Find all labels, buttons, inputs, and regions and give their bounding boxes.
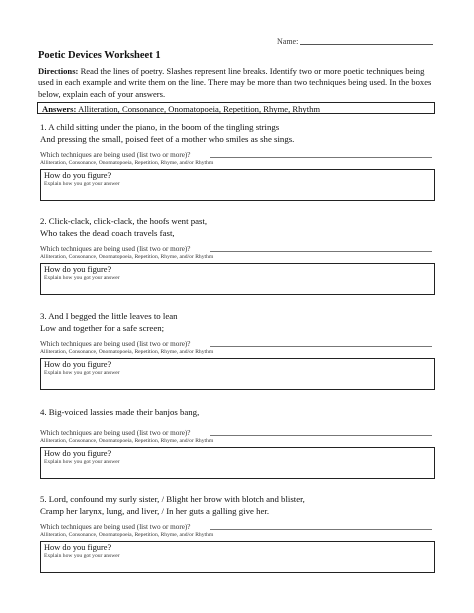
figure-title: How do you figure?: [44, 360, 112, 370]
directions: [38, 66, 438, 100]
explanation-box[interactable]: [40, 263, 435, 295]
figure-subtitle: Explain how you got your answer: [44, 370, 120, 377]
which-prompt: Which techniques are being used (list two or more)?: [40, 151, 191, 160]
which-techniques-row: [40, 151, 440, 160]
question-line: 3. And I begged the little leaves to lean: [40, 311, 178, 321]
which-prompt: Which techniques are being used (list two or more)?: [40, 245, 191, 254]
figure-subtitle: Explain how you got your answer: [44, 275, 120, 282]
answer-line[interactable]: [210, 251, 432, 252]
question-1: [40, 122, 440, 201]
options-list: Alliteration, Consonance, Onomatopoeia, Repetition, Rhyme, and/or Rhythm: [40, 160, 214, 167]
question-line: 2. Click-clack, click-clack, the hoofs went past,: [40, 216, 208, 226]
directions-label: Directions:: [38, 66, 79, 76]
answers-box: [37, 102, 435, 114]
figure-subtitle: Explain how you got your answer: [44, 458, 120, 465]
figure-title: How do you figure?: [44, 171, 112, 181]
question-line: 1. A child sitting under the piano, in the boom of the tingling strings: [40, 122, 280, 132]
answer-line[interactable]: [210, 157, 432, 158]
options-list: Alliteration, Consonance, Onomatopoeia, Repetition, Rhyme, and/or Rhythm: [40, 532, 214, 539]
answers-text: Alliteration, Consonance, Onomatopoeia, Repetition, Rhyme, Rhythm: [78, 104, 321, 114]
which-prompt: Which techniques are being used (list two or more)?: [40, 428, 191, 437]
question-4: [40, 407, 440, 479]
which-techniques-row: [40, 340, 440, 349]
page-title: Poetic Devices Worksheet 1: [38, 50, 161, 61]
question-line: Cramp her larynx, lung, and liver, / In her guts a galling give her.: [40, 505, 270, 516]
figure-title: How do you figure?: [44, 265, 112, 275]
answer-line[interactable]: [210, 346, 432, 347]
answer-line[interactable]: [210, 529, 432, 530]
explanation-box[interactable]: [40, 169, 435, 201]
which-techniques-row: [40, 245, 440, 254]
explanation-box[interactable]: [40, 447, 435, 479]
options-list: Alliteration, Consonance, Onomatopoeia, Repetition, Rhyme, and/or Rhythm: [40, 349, 214, 356]
name-label: Name:: [277, 37, 299, 46]
question-line: 4. Big-voiced lassies made their banjos bang,: [40, 407, 200, 417]
which-techniques-row: [40, 523, 440, 532]
which-prompt: Which techniques are being used (list two or more)?: [40, 340, 191, 349]
question-line: And pressing the small, poised feet of a mother who smiles as she sings.: [40, 133, 295, 144]
directions-text: Read the lines of poetry. Slashes represent line breaks. Identify two or more poetic techniques being used in each example and write them on the line. There may be more than two techniques being used. In the boxes below, explain each of your answers.: [38, 66, 432, 99]
name-input-line[interactable]: [300, 44, 433, 45]
question-line: Low and together for a safe screen;: [40, 322, 165, 333]
figure-subtitle: Explain how you got your answer: [44, 181, 120, 188]
question-2: [40, 216, 440, 295]
question-line: 5. Lord, confound my surly sister, / Blight her brow with blotch and blister,: [40, 494, 305, 504]
figure-subtitle: Explain how you got your answer: [44, 553, 120, 560]
options-list: Alliteration, Consonance, Onomatopoeia, Repetition, Rhyme, and/or Rhythm: [40, 437, 214, 444]
options-list: Alliteration, Consonance, Onomatopoeia, Repetition, Rhyme, and/or Rhythm: [40, 254, 214, 261]
question-5: [40, 494, 440, 573]
figure-title: How do you figure?: [44, 448, 112, 458]
explanation-box[interactable]: [40, 358, 435, 390]
which-prompt: Which techniques are being used (list two or more)?: [40, 523, 191, 532]
question-line: Who takes the dead coach travels fast,: [40, 227, 175, 238]
which-techniques-row: [40, 429, 440, 438]
explanation-box[interactable]: [40, 541, 435, 573]
question-3: [40, 311, 440, 390]
figure-title: How do you figure?: [44, 543, 112, 553]
answer-line[interactable]: [210, 435, 432, 436]
answers-label: Answers:: [42, 104, 77, 114]
